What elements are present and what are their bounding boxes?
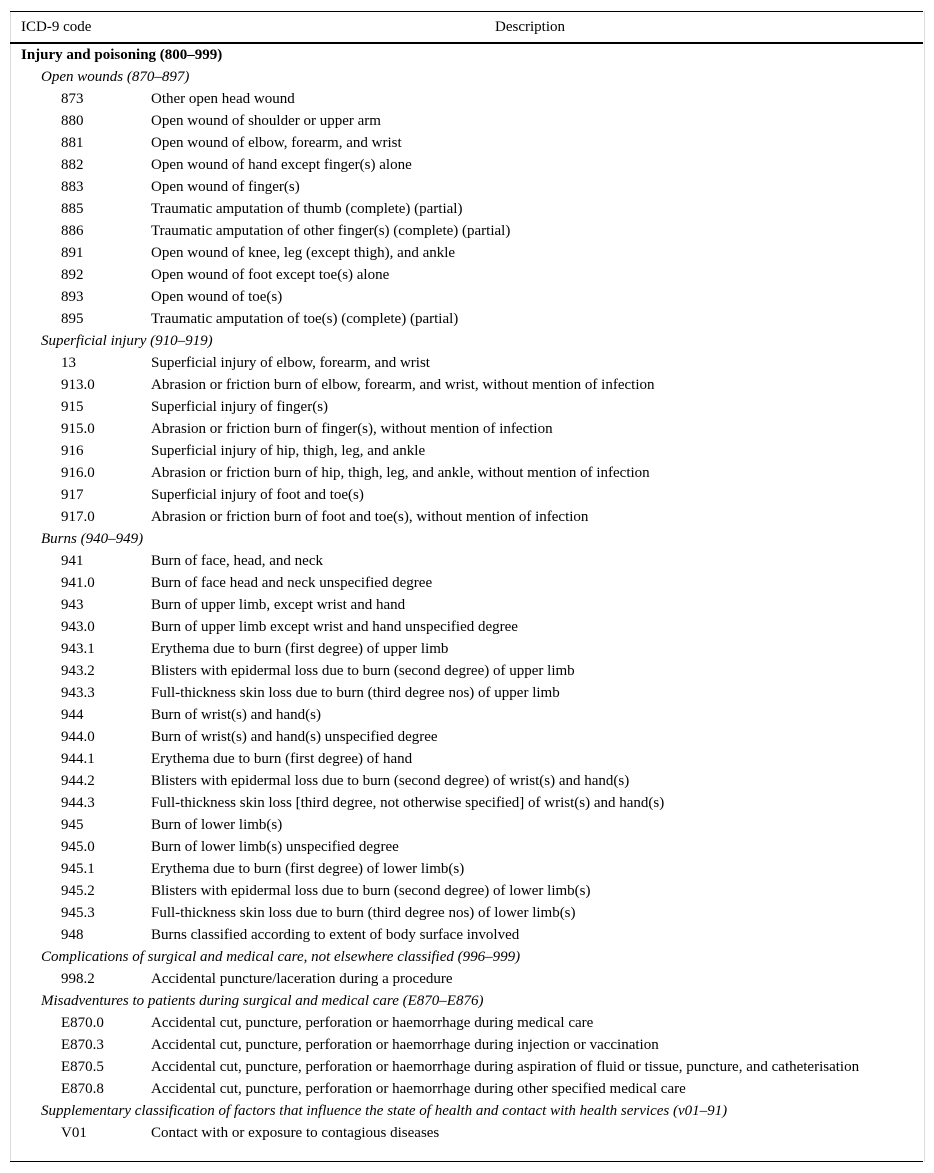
icd-code-cell: 915 bbox=[61, 399, 84, 415]
description-cell: Abrasion or friction burn of elbow, forearm, and wrist, without mention of infection bbox=[151, 377, 655, 393]
icd-code-cell: 883 bbox=[61, 179, 84, 195]
table-row bbox=[10, 572, 923, 594]
icd-code-cell: 886 bbox=[61, 223, 84, 239]
description-cell: Burn of upper limb except wrist and hand unspecified degree bbox=[151, 619, 518, 635]
table-row bbox=[10, 836, 923, 858]
section-heading-row bbox=[10, 990, 923, 1012]
description-cell: Burn of wrist(s) and hand(s) unspecified degree bbox=[151, 729, 438, 745]
section-heading: Supplementary classification of factors that influence the state of health and contact with health services (v01–91) bbox=[41, 1103, 728, 1119]
table-row bbox=[10, 880, 923, 902]
description-cell: Traumatic amputation of other finger(s) (complete) (partial) bbox=[151, 223, 511, 239]
icd-code-cell: 891 bbox=[61, 245, 84, 261]
icd-code-cell: 880 bbox=[61, 113, 84, 129]
description-cell: Blisters with epidermal loss due to burn (second degree) of upper limb bbox=[151, 663, 575, 679]
table-bottom-rule bbox=[10, 1161, 923, 1162]
table-row bbox=[10, 286, 923, 308]
table-row bbox=[10, 264, 923, 286]
table-row bbox=[10, 616, 923, 638]
icd-code-cell: 943.2 bbox=[61, 663, 95, 679]
icd-code-cell: 998.2 bbox=[61, 971, 95, 987]
icd-code-cell: 941 bbox=[61, 553, 84, 569]
icd-code-cell: 945.2 bbox=[61, 883, 95, 899]
icd-code-cell: E870.3 bbox=[61, 1037, 104, 1053]
description-cell: Accidental cut, puncture, perforation or haemorrhage during aspiration of fluid or tissue, puncture, and catheterisation bbox=[151, 1059, 860, 1075]
icd-code-cell: 13 bbox=[61, 355, 76, 371]
section-heading: Open wounds (870–897) bbox=[41, 69, 190, 85]
main-heading: Injury and poisoning (800–999) bbox=[21, 47, 223, 63]
description-cell: Burn of wrist(s) and hand(s) bbox=[151, 707, 321, 723]
description-cell: Open wound of toe(s) bbox=[151, 289, 283, 305]
table-row bbox=[10, 594, 923, 616]
column-header-code: ICD-9 code bbox=[21, 19, 92, 35]
description-cell: Open wound of foot except toe(s) alone bbox=[151, 267, 390, 283]
description-cell: Open wound of shoulder or upper arm bbox=[151, 113, 381, 129]
icd-code-cell: 873 bbox=[61, 91, 84, 107]
table-row bbox=[10, 352, 923, 374]
description-cell: Accidental cut, puncture, perforation or haemorrhage during medical care bbox=[151, 1015, 594, 1031]
description-cell: Superficial injury of finger(s) bbox=[151, 399, 329, 415]
table-row bbox=[10, 154, 923, 176]
description-cell: Burn of upper limb, except wrist and hand bbox=[151, 597, 406, 613]
description-cell: Abrasion or friction burn of hip, thigh, leg, and ankle, without mention of infection bbox=[151, 465, 650, 481]
icd-code-cell: 943 bbox=[61, 597, 84, 613]
table-row bbox=[10, 770, 923, 792]
icd-code-cell: 945.0 bbox=[61, 839, 95, 855]
description-cell: Open wound of hand except finger(s) alone bbox=[151, 157, 412, 173]
table-row bbox=[10, 748, 923, 770]
description-cell: Burns classified according to extent of body surface involved bbox=[151, 927, 520, 943]
icd-code-cell: 944.2 bbox=[61, 773, 95, 789]
description-cell: Open wound of elbow, forearm, and wrist bbox=[151, 135, 402, 151]
table-row bbox=[10, 110, 923, 132]
icd-code-cell: 944.3 bbox=[61, 795, 95, 811]
icd-code-cell: 917.0 bbox=[61, 509, 95, 525]
description-cell: Accidental cut, puncture, perforation or haemorrhage during injection or vaccination bbox=[151, 1037, 659, 1053]
icd-code-cell: 941.0 bbox=[61, 575, 95, 591]
table-row bbox=[10, 440, 923, 462]
table-row bbox=[10, 374, 923, 396]
section-heading-row bbox=[10, 1100, 923, 1122]
icd-code-cell: E870.5 bbox=[61, 1059, 104, 1075]
table-row bbox=[10, 902, 923, 924]
icd-code-cell: 915.0 bbox=[61, 421, 95, 437]
description-cell: Full-thickness skin loss [third degree, not otherwise specified] of wrist(s) and hand(s) bbox=[151, 795, 665, 811]
icd-code-cell: V01 bbox=[61, 1125, 87, 1141]
icd-code-cell: E870.8 bbox=[61, 1081, 104, 1097]
icd-code-cell: 892 bbox=[61, 267, 84, 283]
table-row bbox=[10, 88, 923, 110]
icd-code-cell: 882 bbox=[61, 157, 84, 173]
table-top-rule bbox=[10, 11, 923, 12]
table-row bbox=[10, 220, 923, 242]
description-cell: Contact with or exposure to contagious diseases bbox=[151, 1125, 440, 1141]
section-heading: Superficial injury (910–919) bbox=[41, 333, 213, 349]
description-cell: Abrasion or friction burn of foot and toe(s), without mention of infection bbox=[151, 509, 589, 525]
table-row bbox=[10, 968, 923, 990]
table-row bbox=[10, 484, 923, 506]
table-row bbox=[10, 506, 923, 528]
icd-code-cell: 916 bbox=[61, 443, 84, 459]
description-cell: Superficial injury of foot and toe(s) bbox=[151, 487, 364, 503]
description-cell: Abrasion or friction burn of finger(s), without mention of infection bbox=[151, 421, 553, 437]
icd-code-cell: 945 bbox=[61, 817, 84, 833]
table-row bbox=[10, 242, 923, 264]
icd-code-cell: 943.3 bbox=[61, 685, 95, 701]
icd-code-cell: 885 bbox=[61, 201, 84, 217]
description-cell: Erythema due to burn (first degree) of upper limb bbox=[151, 641, 449, 657]
section-heading-row bbox=[10, 946, 923, 968]
description-cell: Full-thickness skin loss due to burn (third degree nos) of upper limb bbox=[151, 685, 560, 701]
icd-code-cell: 944 bbox=[61, 707, 84, 723]
table-row bbox=[10, 924, 923, 946]
icd-code-cell: 917 bbox=[61, 487, 84, 503]
icd-code-cell: 944.1 bbox=[61, 751, 95, 767]
table-row bbox=[10, 726, 923, 748]
table-row bbox=[10, 550, 923, 572]
icd-code-cell: 943.1 bbox=[61, 641, 95, 657]
table-row bbox=[10, 792, 923, 814]
description-cell: Superficial injury of hip, thigh, leg, and ankle bbox=[151, 443, 426, 459]
table-row bbox=[10, 682, 923, 704]
description-cell: Superficial injury of elbow, forearm, and wrist bbox=[151, 355, 430, 371]
section-heading-row bbox=[10, 66, 923, 88]
table-row bbox=[10, 198, 923, 220]
icd-code-cell: 948 bbox=[61, 927, 84, 943]
table-row bbox=[10, 1012, 923, 1034]
table-row bbox=[10, 396, 923, 418]
icd-code-cell: 881 bbox=[61, 135, 84, 151]
icd-code-cell: 916.0 bbox=[61, 465, 95, 481]
table-row bbox=[10, 1122, 923, 1144]
section-heading: Misadventures to patients during surgical and medical care (E870–E876) bbox=[41, 993, 484, 1009]
icd-code-cell: 945.1 bbox=[61, 861, 95, 877]
table-body bbox=[10, 44, 923, 1144]
table-row bbox=[10, 1078, 923, 1100]
icd-code-cell: E870.0 bbox=[61, 1015, 104, 1031]
table-row bbox=[10, 638, 923, 660]
description-cell: Burn of lower limb(s) unspecified degree bbox=[151, 839, 399, 855]
description-cell: Burn of lower limb(s) bbox=[151, 817, 283, 833]
table-row bbox=[10, 462, 923, 484]
icd-code-cell: 945.3 bbox=[61, 905, 95, 921]
description-cell: Other open head wound bbox=[151, 91, 295, 107]
table-row bbox=[10, 704, 923, 726]
description-cell: Accidental cut, puncture, perforation or haemorrhage during other specified medical care bbox=[151, 1081, 686, 1097]
description-cell: Open wound of finger(s) bbox=[151, 179, 300, 195]
description-cell: Burn of face head and neck unspecified degree bbox=[151, 575, 433, 591]
section-heading-row bbox=[10, 330, 923, 352]
description-cell: Blisters with epidermal loss due to burn (second degree) of lower limb(s) bbox=[151, 883, 591, 899]
description-cell: Accidental puncture/laceration during a procedure bbox=[151, 971, 453, 987]
description-cell: Blisters with epidermal loss due to burn (second degree) of wrist(s) and hand(s) bbox=[151, 773, 630, 789]
icd-code-cell: 943.0 bbox=[61, 619, 95, 635]
description-cell: Erythema due to burn (first degree) of lower limb(s) bbox=[151, 861, 465, 877]
description-cell: Burn of face, head, and neck bbox=[151, 553, 324, 569]
icd-code-cell: 895 bbox=[61, 311, 84, 327]
table-row bbox=[10, 660, 923, 682]
section-heading-row bbox=[10, 528, 923, 550]
icd-code-cell: 913.0 bbox=[61, 377, 95, 393]
table-row bbox=[10, 1034, 923, 1056]
table-row bbox=[10, 858, 923, 880]
table-row bbox=[10, 418, 923, 440]
column-header-description: Description bbox=[495, 19, 565, 35]
description-cell: Open wound of knee, leg (except thigh), and ankle bbox=[151, 245, 456, 261]
description-cell: Traumatic amputation of toe(s) (complete) (partial) bbox=[151, 311, 459, 327]
icd-code-cell: 893 bbox=[61, 289, 84, 305]
description-cell: Full-thickness skin loss due to burn (third degree nos) of lower limb(s) bbox=[151, 905, 576, 921]
description-cell: Traumatic amputation of thumb (complete) (partial) bbox=[151, 201, 463, 217]
table-row bbox=[10, 814, 923, 836]
description-cell: Erythema due to burn (first degree) of hand bbox=[151, 751, 413, 767]
table-row bbox=[10, 1056, 923, 1078]
table-row bbox=[10, 308, 923, 330]
section-heading: Complications of surgical and medical care, not elsewhere classified (996–999) bbox=[41, 949, 521, 965]
main-heading-row bbox=[10, 44, 923, 66]
section-heading: Burns (940–949) bbox=[41, 531, 144, 547]
table-row bbox=[10, 176, 923, 198]
icd-code-cell: 944.0 bbox=[61, 729, 95, 745]
table-row bbox=[10, 132, 923, 154]
